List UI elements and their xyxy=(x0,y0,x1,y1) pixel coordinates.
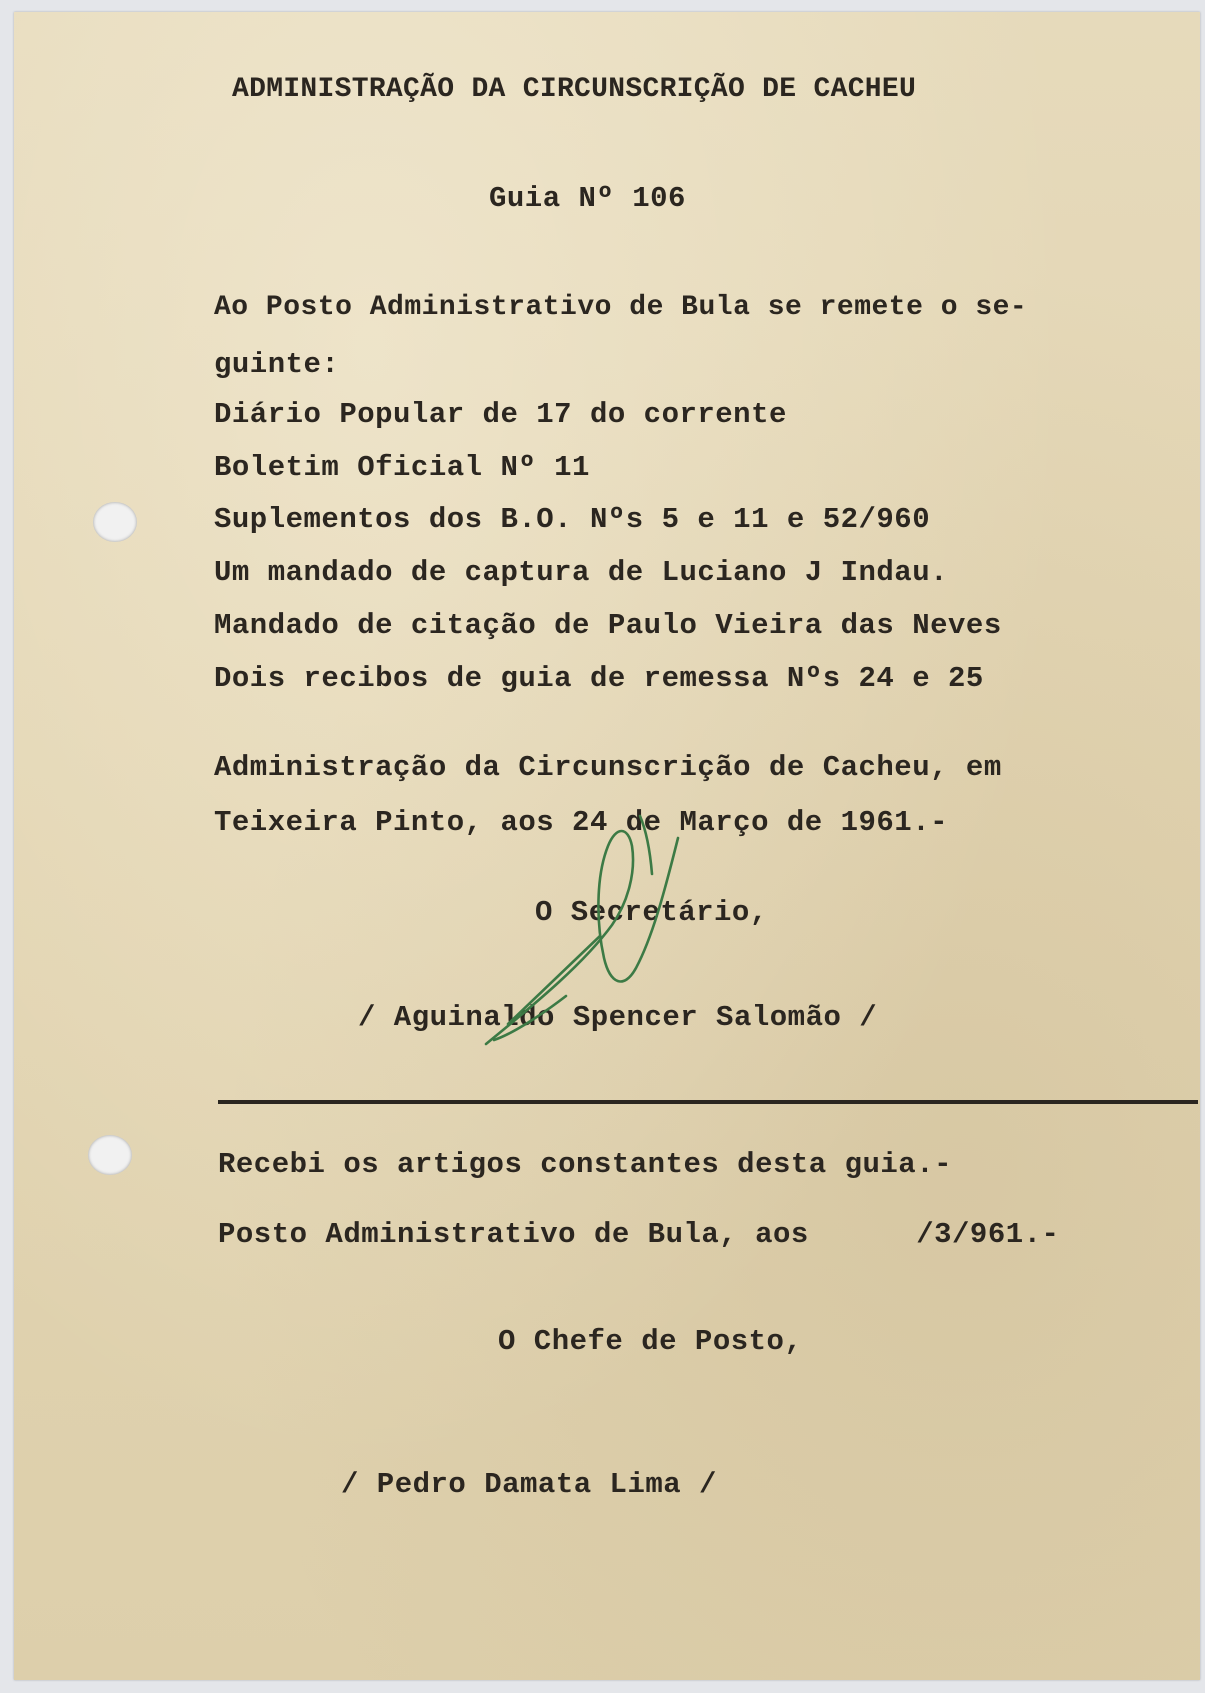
intro-line-2: guinte: xyxy=(214,348,340,381)
receipt-line-1: Recebi os artigos constantes desta guia.- xyxy=(218,1148,953,1181)
document-page xyxy=(14,12,1200,1680)
item-5: Mandado de citação de Paulo Vieira das Neves xyxy=(214,609,1002,642)
punch-hole-top xyxy=(93,502,137,542)
chief-name: / Pedro Damata Lima / xyxy=(341,1468,717,1501)
receipt-line-2: Posto Administrativo de Bula, aos /3/961.- xyxy=(218,1218,1060,1251)
document-header: ADMINISTRAÇÃO DA CIRCUNSCRIÇÃO DE CACHEU xyxy=(232,74,917,105)
place-line-1: Administração da Circunscrição de Cacheu, em xyxy=(214,751,1002,784)
secretary-title: O Secretário, xyxy=(535,896,768,929)
punch-hole-bottom xyxy=(88,1135,132,1175)
secretary-name: / Aguinaldo Spencer Salomão / xyxy=(358,1001,878,1034)
item-1: Diário Popular de 17 do corrente xyxy=(214,398,787,431)
item-6: Dois recibos de guia de remessa Nºs 24 e 25 xyxy=(214,662,984,695)
item-2: Boletim Oficial Nº 11 xyxy=(214,451,590,484)
item-3: Suplementos dos B.O. Nºs 5 e 11 e 52/960 xyxy=(214,503,931,536)
place-line-2: Teixeira Pinto, aos 24 de Março de 1961.- xyxy=(214,806,949,839)
divider-line xyxy=(218,1100,1198,1104)
chief-title: O Chefe de Posto, xyxy=(498,1325,803,1358)
guia-number: Guia Nº 106 xyxy=(489,182,686,215)
item-4: Um mandado de captura de Luciano J Indau. xyxy=(214,556,949,589)
intro-line-1: Ao Posto Administrativo de Bula se remete o se- xyxy=(214,292,1028,323)
